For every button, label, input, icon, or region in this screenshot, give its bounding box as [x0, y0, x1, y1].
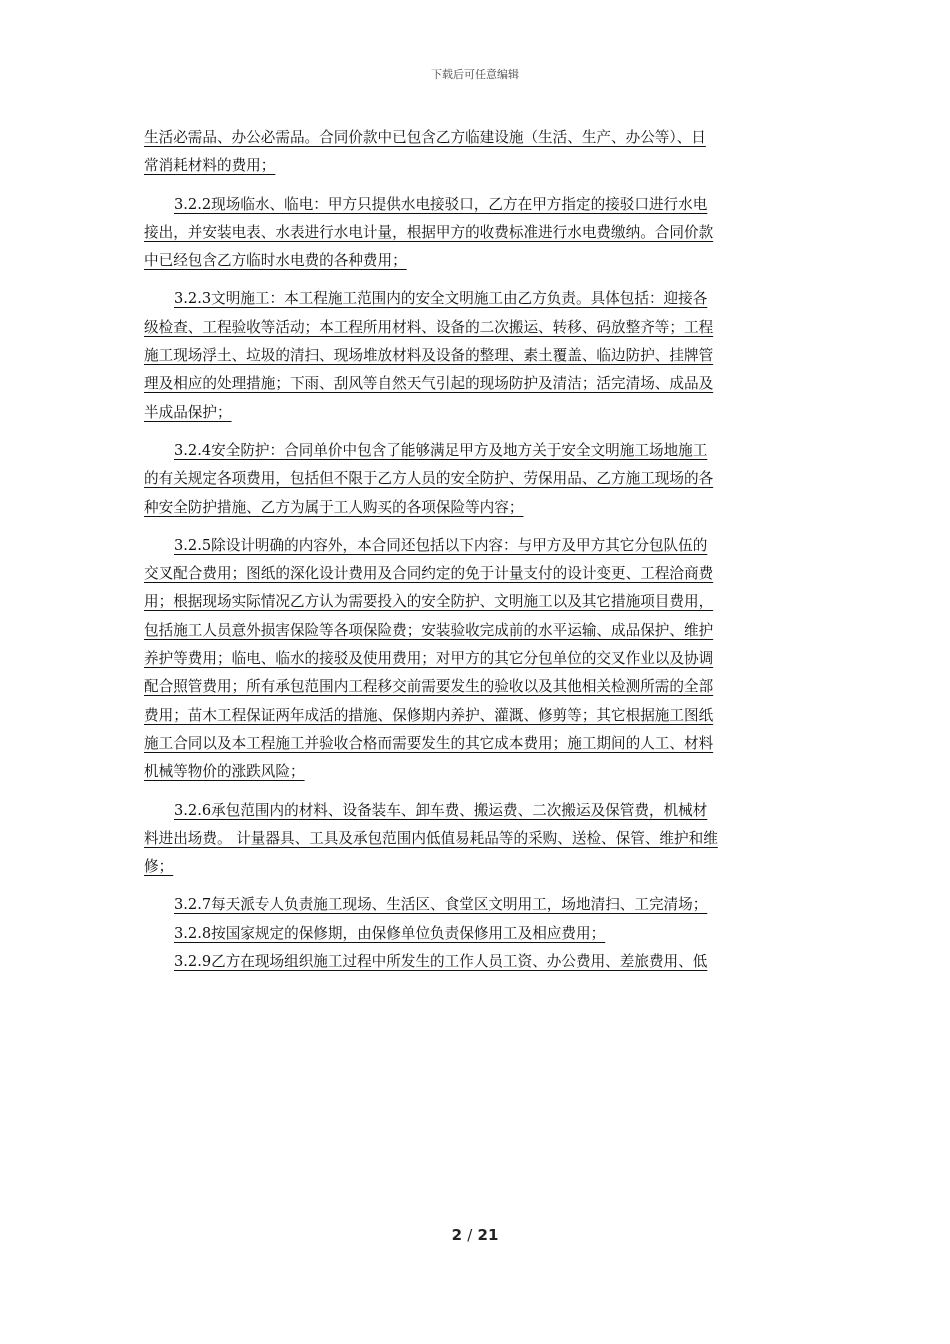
- text-line: 配合照管费用；所有承包范围内工程移交前需要发生的验收以及其他相关检测所需的全部: [144, 678, 714, 696]
- text-line: 半成品保护；: [144, 403, 232, 421]
- text-line: 用；根据现场实际情况乙方认为需要投入的安全防护、文明施工以及其它措施项目费用，: [144, 593, 714, 611]
- text-line: 施工现场浮土、垃圾的清扫、现场堆放材料及设备的整理、素土覆盖、临边防护、挂牌管: [144, 347, 714, 365]
- text-line: 包括施工人员意外损害保险等各项保险费；安装验收完成前的水平运输、成品保护、维护: [144, 621, 714, 639]
- text-line: 级检查、工程验收等活动；本工程所用材料、设备的二次搬运、转移、码放整齐等；工程: [144, 318, 714, 336]
- text-line: 3.2.7每天派专人负责施工现场、生活区、食堂区文明用工，场地清扫、工完清场；: [174, 896, 708, 914]
- text-line: 种安全防护措施、乙方为属于工人购买的各项保险等内容；: [144, 498, 524, 516]
- paragraph: [144, 285, 808, 426]
- paragraph: [144, 891, 808, 919]
- text-line: 交叉配合费用；图纸的深化设计费用及合同约定的免于计量支付的设计变更、工程洽商费: [144, 565, 714, 583]
- paragraph: [144, 948, 808, 976]
- current-page: 2: [451, 1226, 463, 1244]
- text-line: 修；: [144, 858, 174, 876]
- paragraph: [144, 124, 808, 181]
- text-line: 3.2.5除设计明确的内容外，本合同还包括以下内容：与甲方及甲方其它分包队伍的: [174, 536, 708, 554]
- paragraph: [144, 532, 808, 787]
- text-line: 养护等费用；临电、临水的接驳及使用费用；对甲方的其它分包单位的交叉作业以及协调: [144, 650, 714, 668]
- total-pages: 21: [477, 1226, 499, 1244]
- text-line: 机械等物价的涨跌风险；: [144, 763, 305, 781]
- text-line: 接出，并安装电表、水表进行水电计量，根据甲方的收费标准进行水电费缴纳。合同价款: [144, 223, 714, 241]
- text-line: 的有关规定各项费用，包括但不限于乙方人员的安全防护、劳保用品、乙方施工现场的各: [144, 470, 714, 488]
- page-header: 下载后可任意编辑: [431, 68, 519, 81]
- paragraph: [144, 797, 808, 882]
- text-line: 3.2.4安全防护：合同单价中包含了能够满足甲方及地方关于安全文明施工场地施工: [174, 441, 708, 459]
- paragraph: [144, 191, 808, 276]
- text-line: 料进出场费。 计量器具、工具及承包范围内低值易耗品等的采购、送检、保管、维护和维: [144, 829, 718, 847]
- page-separator: /: [467, 1226, 473, 1244]
- text-line: 施工合同以及本工程施工并验收合格而需要发生的其它成本费用；施工期间的人工、材料: [144, 734, 714, 752]
- text-line: 3.2.9乙方在现场组织施工过程中所发生的工作人员工资、办公费用、差旅费用、低: [174, 953, 708, 971]
- document-body: [144, 124, 808, 976]
- text-line: 理及相应的处理措施；下雨、刮风等自然天气引起的现场防护及清洁；活完清场、成品及: [144, 375, 714, 393]
- text-line: 中已经包含乙方临时水电费的各种费用；: [144, 252, 407, 270]
- text-line: 费用；苗木工程保证两年成活的措施、保修期内养护、灌溉、修剪等；其它根据施工图纸: [144, 706, 714, 724]
- text-line: 常消耗材料的费用；: [144, 157, 276, 175]
- text-line: 3.2.6承包范围内的材料、设备装车、卸车费、搬运费、二次搬运及保管费，机械材: [174, 801, 708, 819]
- text-line: 3.2.2现场临水、临电：甲方只提供水电接驳口，乙方在甲方指定的接驳口进行水电: [174, 195, 708, 213]
- text-line: 3.2.8按国家规定的保修期，由保修单位负责保修用工及相应费用；: [174, 924, 606, 942]
- paragraph: [144, 920, 808, 948]
- text-line: 3.2.3文明施工：本工程施工范围内的安全文明施工由乙方负责。具体包括：迎接各: [174, 290, 708, 308]
- text-line: 生活必需品、办公必需品。合同价款中已包含乙方临建设施（生活、生产、办公等）、日: [144, 129, 706, 146]
- page-number: [0, 1226, 950, 1244]
- paragraph: [144, 437, 808, 522]
